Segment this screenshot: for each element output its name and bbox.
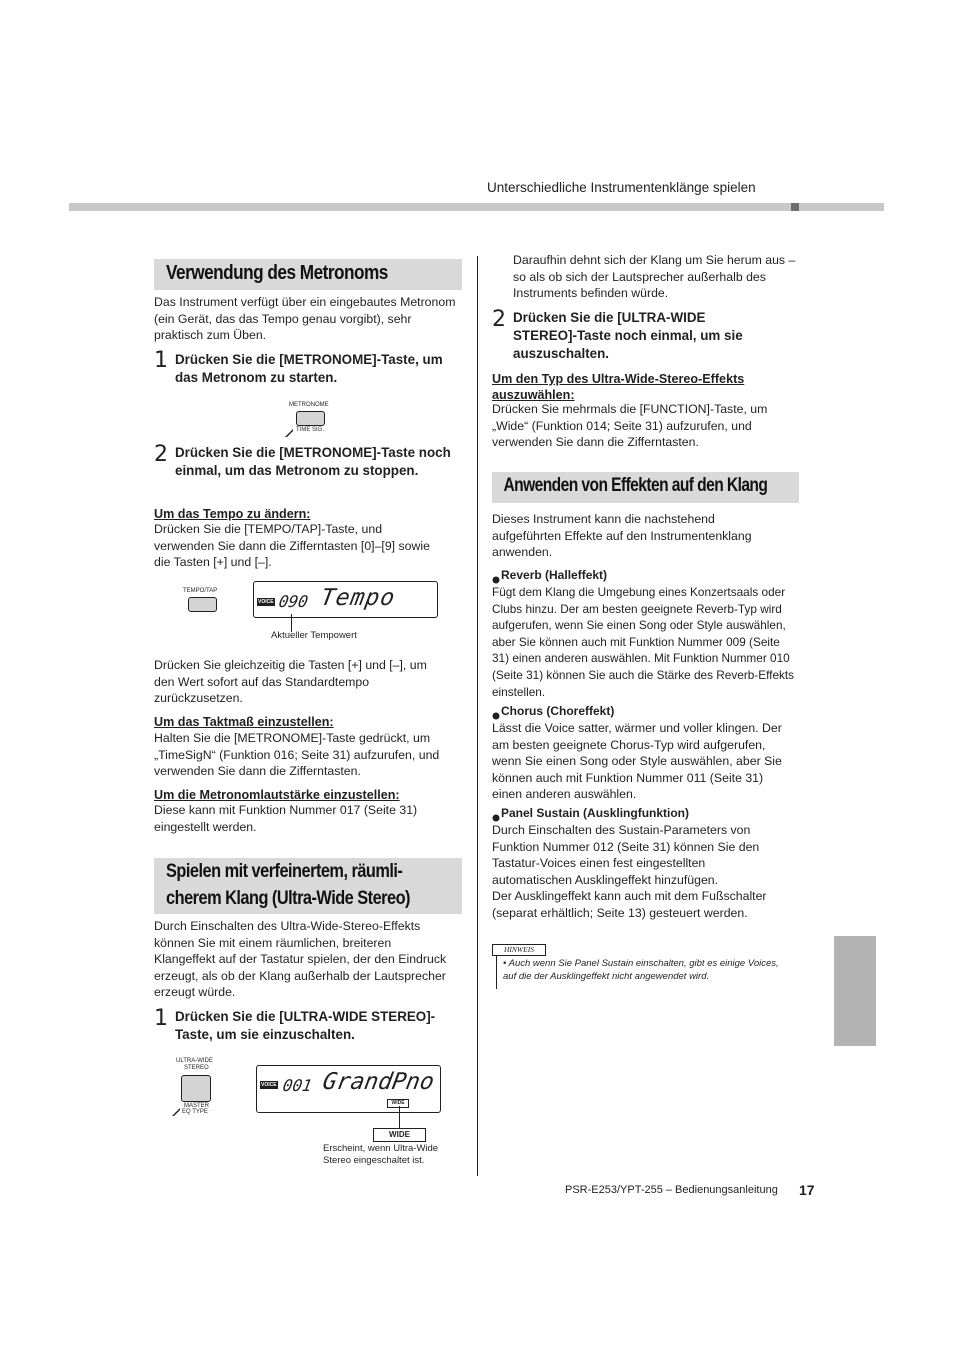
metronome-step1: Drücken Sie die [METRONOME]-Taste, um das Metronom zu starten. (175, 352, 443, 385)
tempo-tap-button[interactable] (188, 597, 217, 612)
tempo-subheading: Um das Tempo zu ändern: (154, 507, 311, 521)
lcd-voice-number: 001 (281, 1076, 314, 1095)
reverb-text: Fügt dem Klang die Umgebung eines Konzertsaals oder Clubs hinzu. Der am besten geeignete Reverb-Typ wird aufgerufen, wenn Sie einen Song oder Style auswählen, aber Sie können auch mit Funktion Nummer 009 (Seite 31) einen anderen auswählen. Mit Funktion Nummer 010 (Seite 31) können Sie auch die Stärke des Reverb-Effekts einstellen. (492, 585, 795, 699)
step-number: 1 (154, 348, 168, 373)
tempo-tap-button-label: TEMPO/TAP (183, 588, 218, 594)
section-heading-ultrawide: Spielen mit verfeinertem, räumli- cherem Klang (Ultra-Wide Stereo) (154, 858, 462, 914)
header-rule-marker (791, 203, 799, 211)
footer-manual-title: PSR-E253/YPT-255 – Bedienungsanleitung (565, 1184, 778, 1196)
chorus-text: Lässt die Voice satter, wärmer und voller klingen. Der am besten geeignete Chorus-Typ wird aufgerufen, wenn Sie einen Song oder Style auswählen, aber Sie können auch mit Funktion Nummer 011 (Seite 31) einen anderen auswählen. (492, 721, 782, 802)
shift-icon (285, 424, 293, 432)
voice-indicator: VOICE (261, 1082, 277, 1088)
ultrawide-button-label: ULTRA-WIDE (176, 1058, 213, 1064)
voice-indicator: VOICE (258, 599, 274, 605)
lcd-display-voice (256, 1065, 441, 1113)
ultrawide-intro: Durch Einschalten des Ultra-Wide-Stereo-Effekts können Sie mit einem räumlichen, breiteren Klangeffekt auf der Tastatur spielen, der den Eindruck erzeugt, als ob der Klang außerhalb der Lautsprecher erzeugt würde. (154, 919, 447, 1000)
reverb-heading: Reverb (Halleffekt) (501, 568, 608, 582)
timesig-text: Halten Sie die [METRONOME]-Taste gedrückt, um „TimeSigN“ (Funktion 016; Seite 31) aufzurufen, und verwenden Sie dann die Zifferntasten. (154, 731, 440, 779)
ultrawide-button-label-2: STEREO (184, 1065, 209, 1071)
type-subheading: Um den Typ des Ultra-Wide-Stereo-Effekts auszuwählen: (492, 372, 745, 402)
lcd-display-tempo (253, 581, 438, 618)
sustain-text: Durch Einschalten des Sustain-Parameters von Funktion Nummer 012 (Seite 31) können Sie den Tastatur-Voices einen fest eingestellten automatischen Ausklingeffekt hinzufügen. (492, 823, 760, 887)
step-number: 2 (492, 307, 506, 332)
lcd-tempo-number: 090 (277, 592, 310, 611)
wide-caption: Erscheint, wenn Ultra-Wide Stereo eingeschaltet ist. (323, 1143, 439, 1166)
volume-text: Diese kann mit Funktion Nummer 017 (Seite 31) eingestellt werden. (154, 803, 418, 834)
note-label: HINWEIS (492, 944, 546, 956)
note-rule (496, 955, 497, 989)
chorus-heading: Chorus (Choreffekt) (501, 704, 615, 718)
column-divider (477, 256, 478, 1176)
wide-indicator-callout: WIDE (373, 1128, 426, 1142)
callout-line (399, 1106, 400, 1128)
section-heading-metronome: Verwendung des Metronoms (154, 259, 462, 290)
lcd-tempo-word: Tempo (318, 585, 398, 611)
header-rule (69, 203, 884, 211)
lcd-wide-indicator: WIDE (387, 1099, 409, 1108)
eq-type-label: EQ TYPE (182, 1109, 208, 1115)
note-text: • Auch wenn Sie Panel Sustain einschalten, gibt es einige Voices, auf die der Ausklingeffekt nicht angewendet wird. (503, 958, 779, 982)
chapter-side-tab (834, 936, 876, 1046)
ultrawide-stereo-button[interactable] (181, 1075, 211, 1102)
sustain-heading: Panel Sustain (Ausklingfunktion) (501, 806, 690, 820)
shift-icon (172, 1103, 180, 1111)
metronome-button[interactable] (296, 411, 325, 426)
master-label: MASTER (184, 1103, 210, 1109)
tempo-caption: Aktueller Tempowert (271, 630, 357, 641)
tempo-text: Drücken Sie die [TEMPO/TAP]-Taste, und verwenden Sie dann die Zifferntasten [0]–[9] sowie die Tasten [+] und [–]. (154, 522, 430, 570)
type-text: Drücken Sie mehrmals die [FUNCTION]-Taste, um „Wide“ (Funktion 014; Seite 31) aufzurufen, und verwenden Sie dann die Zifferntasten. (492, 402, 768, 450)
ultrawide-step1: Drücken Sie die [ULTRA-WIDE STEREO]-Taste, um sie einzuschalten. (175, 1009, 436, 1042)
metronome-button-label: METRONOME (289, 402, 329, 408)
ultrawide-continue: Daraufhin dehnt sich der Klang um Sie herum aus – so als ob sich der Lautsprecher außerhalb des Instruments befinden würde. (513, 253, 796, 301)
ultrawide-step2: Drücken Sie die [ULTRA-WIDE STEREO]-Taste noch einmal, um sie auszuschalten. (513, 310, 743, 361)
sustain-text-2: Der Ausklingeffekt kann auch mit dem Fußschalter (separat erhältlich; Seite 13) gesteuert werden. (492, 889, 767, 920)
step-number: 2 (154, 442, 168, 467)
step-number: 1 (154, 1006, 168, 1031)
timesig-subheading: Um das Taktmaß einzustellen: (154, 715, 334, 729)
lcd-voice-name: GrandPno (320, 1069, 437, 1095)
time-sig-label: TIME SIG. (296, 427, 325, 433)
reset-text: Drücken Sie gleichzeitig die Tasten [+] und [–], um den Wert sofort auf das Standardtempo zurückzusetzen. (154, 658, 427, 706)
running-head: Unterschiedliche Instrumentenklänge spielen (487, 180, 756, 195)
section-heading-effects: Anwenden von Effekten auf den Klang (492, 472, 799, 503)
effects-intro: Dieses Instrument kann die nachstehend aufgeführten Effekte auf den Instrumentenklang anwenden. (492, 512, 752, 560)
volume-subheading: Um die Metronomlautstärke einzustellen: (154, 788, 400, 802)
page-number: 17 (799, 1182, 815, 1198)
metronome-intro: Das Instrument verfügt über ein eingebautes Metronom (ein Gerät, das das Tempo genau vorgibt), sehr praktisch zum Üben. (154, 295, 456, 343)
metronome-step2: Drücken Sie die [METRONOME]-Taste noch einmal, um das Metronom zu stoppen. (175, 445, 451, 478)
